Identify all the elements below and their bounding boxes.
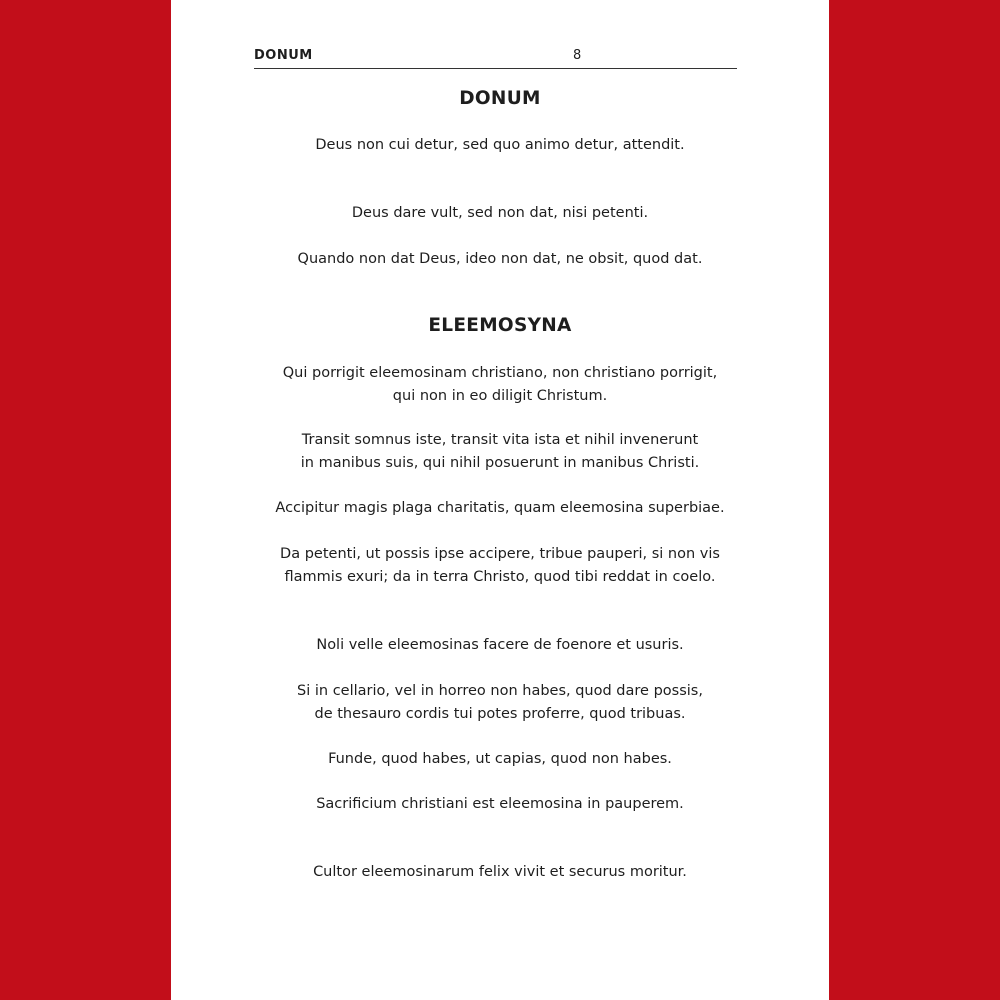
- verse-line: Qui porrigit eleemosinam christiano, non christiano porrigit,: [282, 365, 718, 381]
- page-number: 8: [573, 48, 582, 63]
- verse-line: Da petenti, ut possis ipse accipere, tribue pauperi, si non vis: [280, 546, 720, 562]
- verse-line: in manibus suis, qui nihil posuerunt in manibus Christi.: [300, 455, 700, 471]
- verse-line: Si in cellario, vel in horreo non habes, quod dare possis,: [297, 683, 703, 699]
- book-page: [171, 0, 829, 1000]
- verse-line: Funde, quod habes, ut capias, quod non habes.: [328, 751, 672, 767]
- verse-line: Noli velle eleemosinas facere de foenore et usuris.: [316, 637, 684, 653]
- verse-line: de thesauro cordis tui potes proferre, quod tribuas.: [314, 706, 686, 722]
- verse-line: Quando non dat Deus, ideo non dat, ne obsit, quod dat.: [297, 251, 703, 267]
- verse-line: flammis exuri; da in terra Christo, quod tibi reddat in coelo.: [284, 569, 716, 585]
- verse-line: Accipitur magis plaga charitatis, quam eleemosina superbiae.: [275, 500, 725, 516]
- section-heading-eleemosyna: ELEEMOSYNA: [428, 315, 572, 336]
- running-title: DONUM: [254, 48, 313, 63]
- section-heading-donum: DONUM: [459, 88, 541, 109]
- running-header: [254, 46, 737, 69]
- verse-line: Sacrificium christiani est eleemosina in pauperem.: [316, 796, 684, 812]
- verse-line: Cultor eleemosinarum felix vivit et securus moritur.: [313, 864, 687, 880]
- verse-line: qui non in eo diligit Christum.: [392, 388, 608, 404]
- verse-line: Deus dare vult, sed non dat, nisi petenti.: [351, 205, 649, 221]
- verse-line: Transit somnus iste, transit vita ista et nihil invenerunt: [301, 432, 699, 448]
- verse-line: Deus non cui detur, sed quo animo detur, attendit.: [315, 137, 685, 153]
